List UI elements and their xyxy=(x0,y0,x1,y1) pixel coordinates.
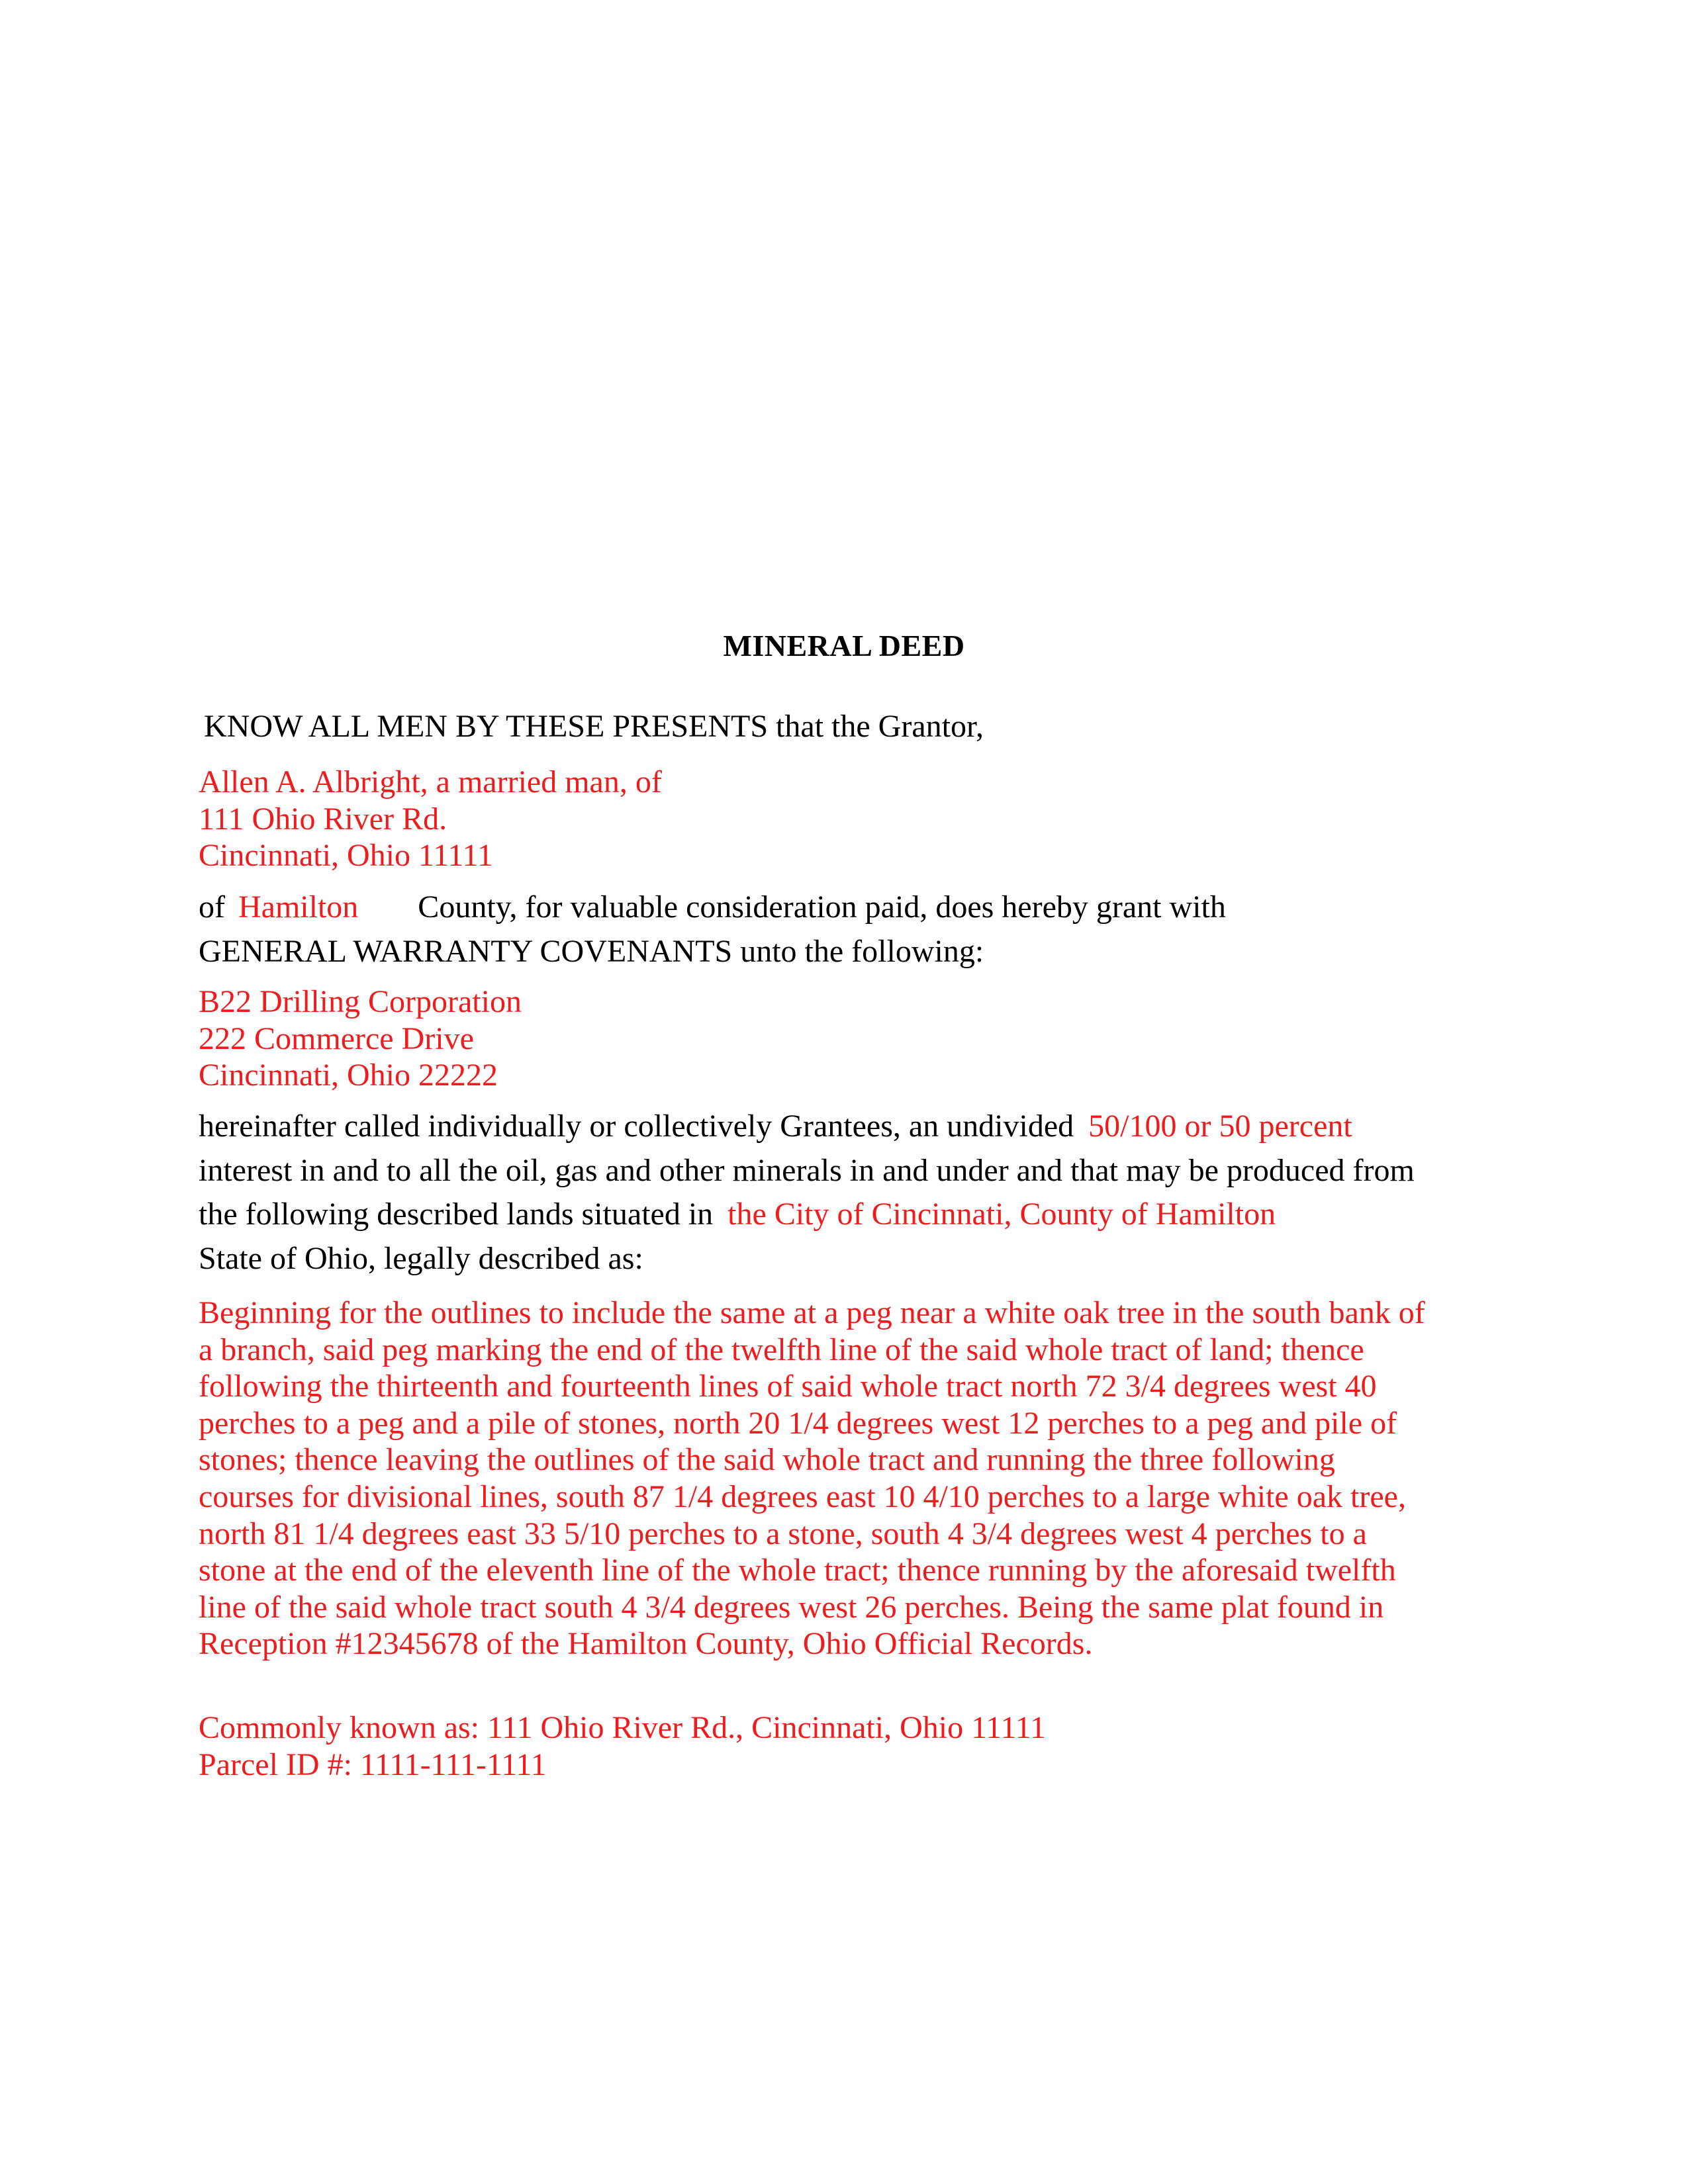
interest-line-3 xyxy=(199,1196,1276,1233)
covenants-line: GENERAL WARRANTY COVENANTS unto the following: xyxy=(199,934,984,969)
county-name: Hamilton xyxy=(238,889,359,925)
interest-line-1 xyxy=(199,1108,1352,1145)
legal-line: line of the said whole tract south 4 3/4 degrees west 26 perches. Being the same plat found in xyxy=(199,1589,1384,1625)
interest-line-2: interest in and to all the oil, gas and other minerals in and under and that may be produced from xyxy=(199,1153,1415,1188)
grantee-name: B22 Drilling Corporation xyxy=(199,984,522,1019)
legal-line: following the thirteenth and fourteenth lines of said whole tract north 72 3/4 degrees west 40 xyxy=(199,1369,1377,1404)
legal-line: stones; thence leaving the outlines of the said whole tract and running the three following xyxy=(199,1442,1335,1478)
legal-line: a branch, said peg marking the end of the twelfth line of the said whole tract of land; thence xyxy=(199,1332,1364,1367)
commonly-known-as: Commonly known as: 111 Ohio River Rd., Cincinnati, Ohio 11111 xyxy=(199,1710,1046,1745)
property-identifiers xyxy=(199,1709,1046,1783)
legal-description xyxy=(199,1295,1425,1662)
parcel-id: Parcel ID #: 1111-111-1111 xyxy=(199,1747,547,1782)
grantor-name: Allen A. Albright, a married man, of xyxy=(199,764,662,799)
interest-prefix: hereinafter called individually or collectively Grantees, an undivided xyxy=(199,1109,1074,1144)
grantee-address: 222 Commerce Drive xyxy=(199,1021,474,1056)
legal-line: perches to a peg and a pile of stones, north 20 1/4 degrees west 12 perches to a peg and pile of xyxy=(199,1405,1397,1441)
legal-line: stone at the end of the eleventh line of the whole tract; thence running by the aforesaid twelfth xyxy=(199,1553,1396,1588)
document-title: MINERAL DEED xyxy=(723,629,965,662)
interest-share: 50/100 or 50 percent xyxy=(1088,1109,1352,1144)
grantee-city: Cincinnati, Ohio 22222 xyxy=(199,1058,498,1093)
interest-line-4: State of Ohio, legally described as: xyxy=(199,1241,643,1276)
grantor-block xyxy=(199,764,662,874)
location-text: the City of Cincinnati, County of Hamilton xyxy=(727,1197,1276,1232)
legal-line: Reception #12345678 of the Hamilton County, Ohio Official Records. xyxy=(199,1626,1093,1662)
grantor-city: Cincinnati, Ohio 11111 xyxy=(199,838,493,873)
county-prefix: of xyxy=(199,889,225,925)
county-suffix: County, for valuable consideration paid, does hereby grant with xyxy=(418,889,1226,925)
legal-line: Beginning for the outlines to include the same at a peg near a white oak tree in the south bank of xyxy=(199,1295,1425,1330)
location-prefix: the following described lands situated in xyxy=(199,1197,714,1232)
grantee-block xyxy=(199,983,522,1094)
county-sentence-line xyxy=(199,889,1226,926)
intro-line: KNOW ALL MEN BY THESE PRESENTS that the Grantor, xyxy=(204,709,984,744)
grantor-address: 111 Ohio River Rd. xyxy=(199,801,447,837)
legal-line: courses for divisional lines, south 87 1/4 degrees east 10 4/10 perches to a large white oak tree, xyxy=(199,1479,1406,1514)
legal-line: north 81 1/4 degrees east 33 5/10 perches to a stone, south 4 3/4 degrees west 4 perches to a xyxy=(199,1516,1367,1551)
